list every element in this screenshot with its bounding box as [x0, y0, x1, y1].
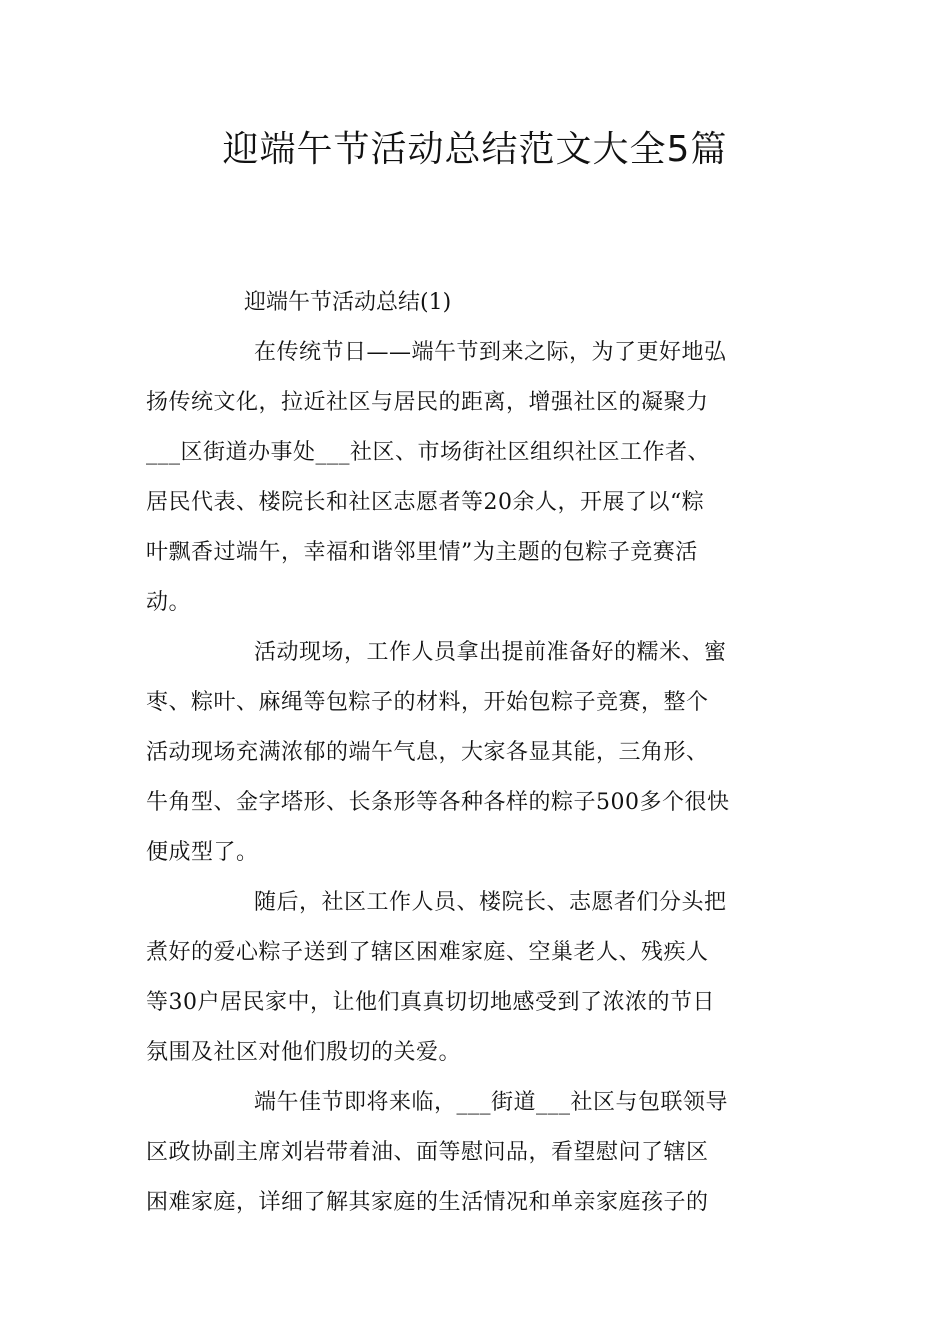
paragraph-line: 居民代表、楼院长和社区志愿者等20余人，开展了以“粽	[146, 490, 705, 515]
paragraph-line: 牛角型、金字塔形、长条形等各种各样的粽子500多个很快	[146, 790, 730, 815]
paragraph-line: 活动现场充满浓郁的端午气息，大家各显其能，三角形、	[146, 740, 709, 765]
paragraph-line: 便成型了。	[146, 840, 259, 865]
paragraph-1	[146, 328, 810, 628]
paragraph-line: 困难家庭，详细了解其家庭的生活情况和单亲家庭孩子的	[146, 1190, 709, 1215]
paragraph-line: 扬传统文化，拉近社区与居民的距离，增强社区的凝聚力	[146, 390, 709, 415]
paragraph-3	[146, 878, 810, 1078]
document-title: 迎端午节活动总结范文大全5篇	[222, 129, 728, 170]
section-heading: 迎端午节活动总结(1)	[244, 290, 452, 315]
paragraph-line: 枣、粽叶、麻绳等包粽子的材料，开始包粽子竞赛，整个	[146, 690, 709, 715]
paragraph-4	[146, 1078, 810, 1228]
paragraph-2	[146, 628, 810, 878]
paragraph-line: 活动现场，工作人员拿出提前准备好的糯米、蜜	[254, 640, 727, 665]
paragraph-line: 端午佳节即将来临，___街道___社区与包联领导	[254, 1090, 729, 1115]
paragraph-line: 叶飘香过端午，幸福和谐邻里情”为主题的包粽子竞赛活	[146, 540, 698, 565]
paragraph-line: 氛围及社区对他们殷切的关爱。	[146, 1040, 462, 1065]
paragraph-line: 在传统节日——端午节到来之际，为了更好地弘	[254, 340, 727, 365]
paragraph-line: 随后，社区工作人员、楼院长、志愿者们分头把	[254, 890, 727, 915]
paragraph-line: 煮好的爱心粽子送到了辖区困难家庭、空巢老人、残疾人	[146, 940, 709, 965]
paragraph-line: ___区街道办事处___社区、市场街社区组织社区工作者、	[146, 440, 711, 465]
paragraph-line: 动。	[146, 590, 192, 615]
paragraph-line: 等30户居民家中，让他们真真切切地感受到了浓浓的节日	[146, 990, 715, 1015]
document-body	[146, 278, 810, 1228]
paragraph-line: 区政协副主席刘岩带着油、面等慰问品，看望慰问了辖区	[146, 1140, 709, 1165]
